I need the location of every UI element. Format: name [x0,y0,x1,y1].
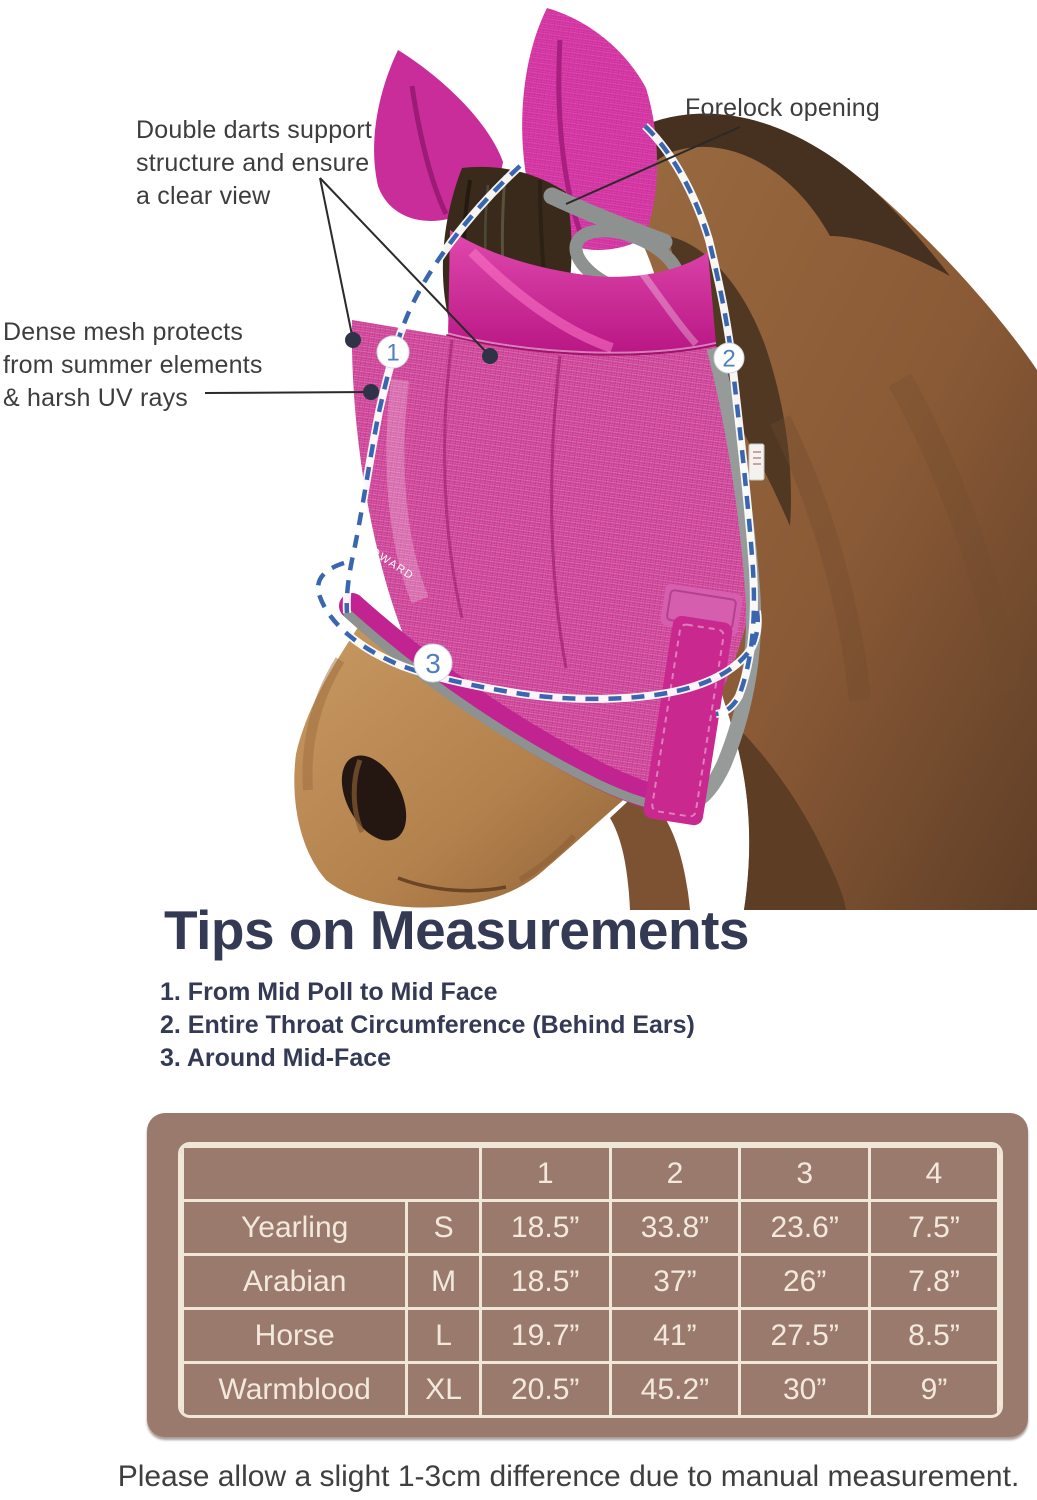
table-row [183,1363,999,1417]
table-row [183,1309,999,1363]
table-row [183,1201,999,1255]
header-col-2: 2 [610,1147,740,1201]
side-tag [749,444,764,480]
header-col-3: 3 [740,1147,870,1201]
tips-item-2: 2. Entire Throat Circumference (Behind Ears) [160,1011,695,1039]
value-cell: 7.8” [870,1255,999,1309]
brand-logo-text: HOWARD [360,540,417,583]
tips-item-3: 3. Around Mid-Face [160,1044,392,1072]
size-cell: M [407,1255,480,1309]
header-empty-cell [183,1147,481,1201]
value-cell: 20.5” [480,1363,610,1417]
callout-line: Dense mesh protects [3,318,244,346]
callout-line: a clear view [136,182,271,210]
value-cell: 33.8” [610,1201,740,1255]
value-cell: 18.5” [480,1201,610,1255]
value-cell: 23.6” [740,1201,870,1255]
value-cell: 41” [610,1309,740,1363]
breed-cell: Arabian [183,1255,407,1309]
size-cell: XL [407,1363,480,1417]
callout-line: from summer elements [3,351,263,379]
breed-cell: Yearling [183,1201,407,1255]
marker-1: 1 [386,339,400,367]
value-cell: 19.7” [480,1309,610,1363]
tips-item-1: 1. From Mid Poll to Mid Face [160,978,498,1006]
value-cell: 7.5” [870,1201,999,1255]
value-cell: 37” [610,1255,740,1309]
value-cell: 9” [870,1363,999,1417]
breed-cell: Warmblood [183,1363,407,1417]
size-chart-panel [147,1113,1028,1437]
callout-line: & harsh UV rays [3,384,189,412]
tips-list [160,976,860,1075]
breed-cell: Horse [183,1309,407,1363]
measurement-disclaimer: Please allow a slight 1-3cm difference due to manual measurement. [117,1460,1020,1493]
value-cell: 26” [740,1255,870,1309]
value-cell: 27.5” [740,1309,870,1363]
size-cell: S [407,1201,480,1255]
marker-3: 3 [425,647,441,679]
value-cell: 30” [740,1363,870,1417]
svg-text:H: H [347,522,359,538]
value-cell: 18.5” [480,1255,610,1309]
value-cell: 45.2” [610,1363,740,1417]
size-cell: L [407,1309,480,1363]
callout-forelock-opening: Forelock opening [685,94,880,122]
tips-title: Tips on Measurements [164,899,749,961]
value-cell: 8.5” [870,1309,999,1363]
size-chart-header-row [183,1147,999,1201]
callout-line: structure and ensure [136,149,370,177]
marker-2: 2 [722,345,736,373]
size-chart-table [178,1142,1003,1418]
callout-double-darts [136,114,396,213]
header-col-4: 4 [870,1147,999,1201]
header-col-1: 1 [480,1147,610,1201]
callout-line: Double darts support [136,116,373,144]
table-row [183,1255,999,1309]
callout-dense-mesh [3,316,283,415]
